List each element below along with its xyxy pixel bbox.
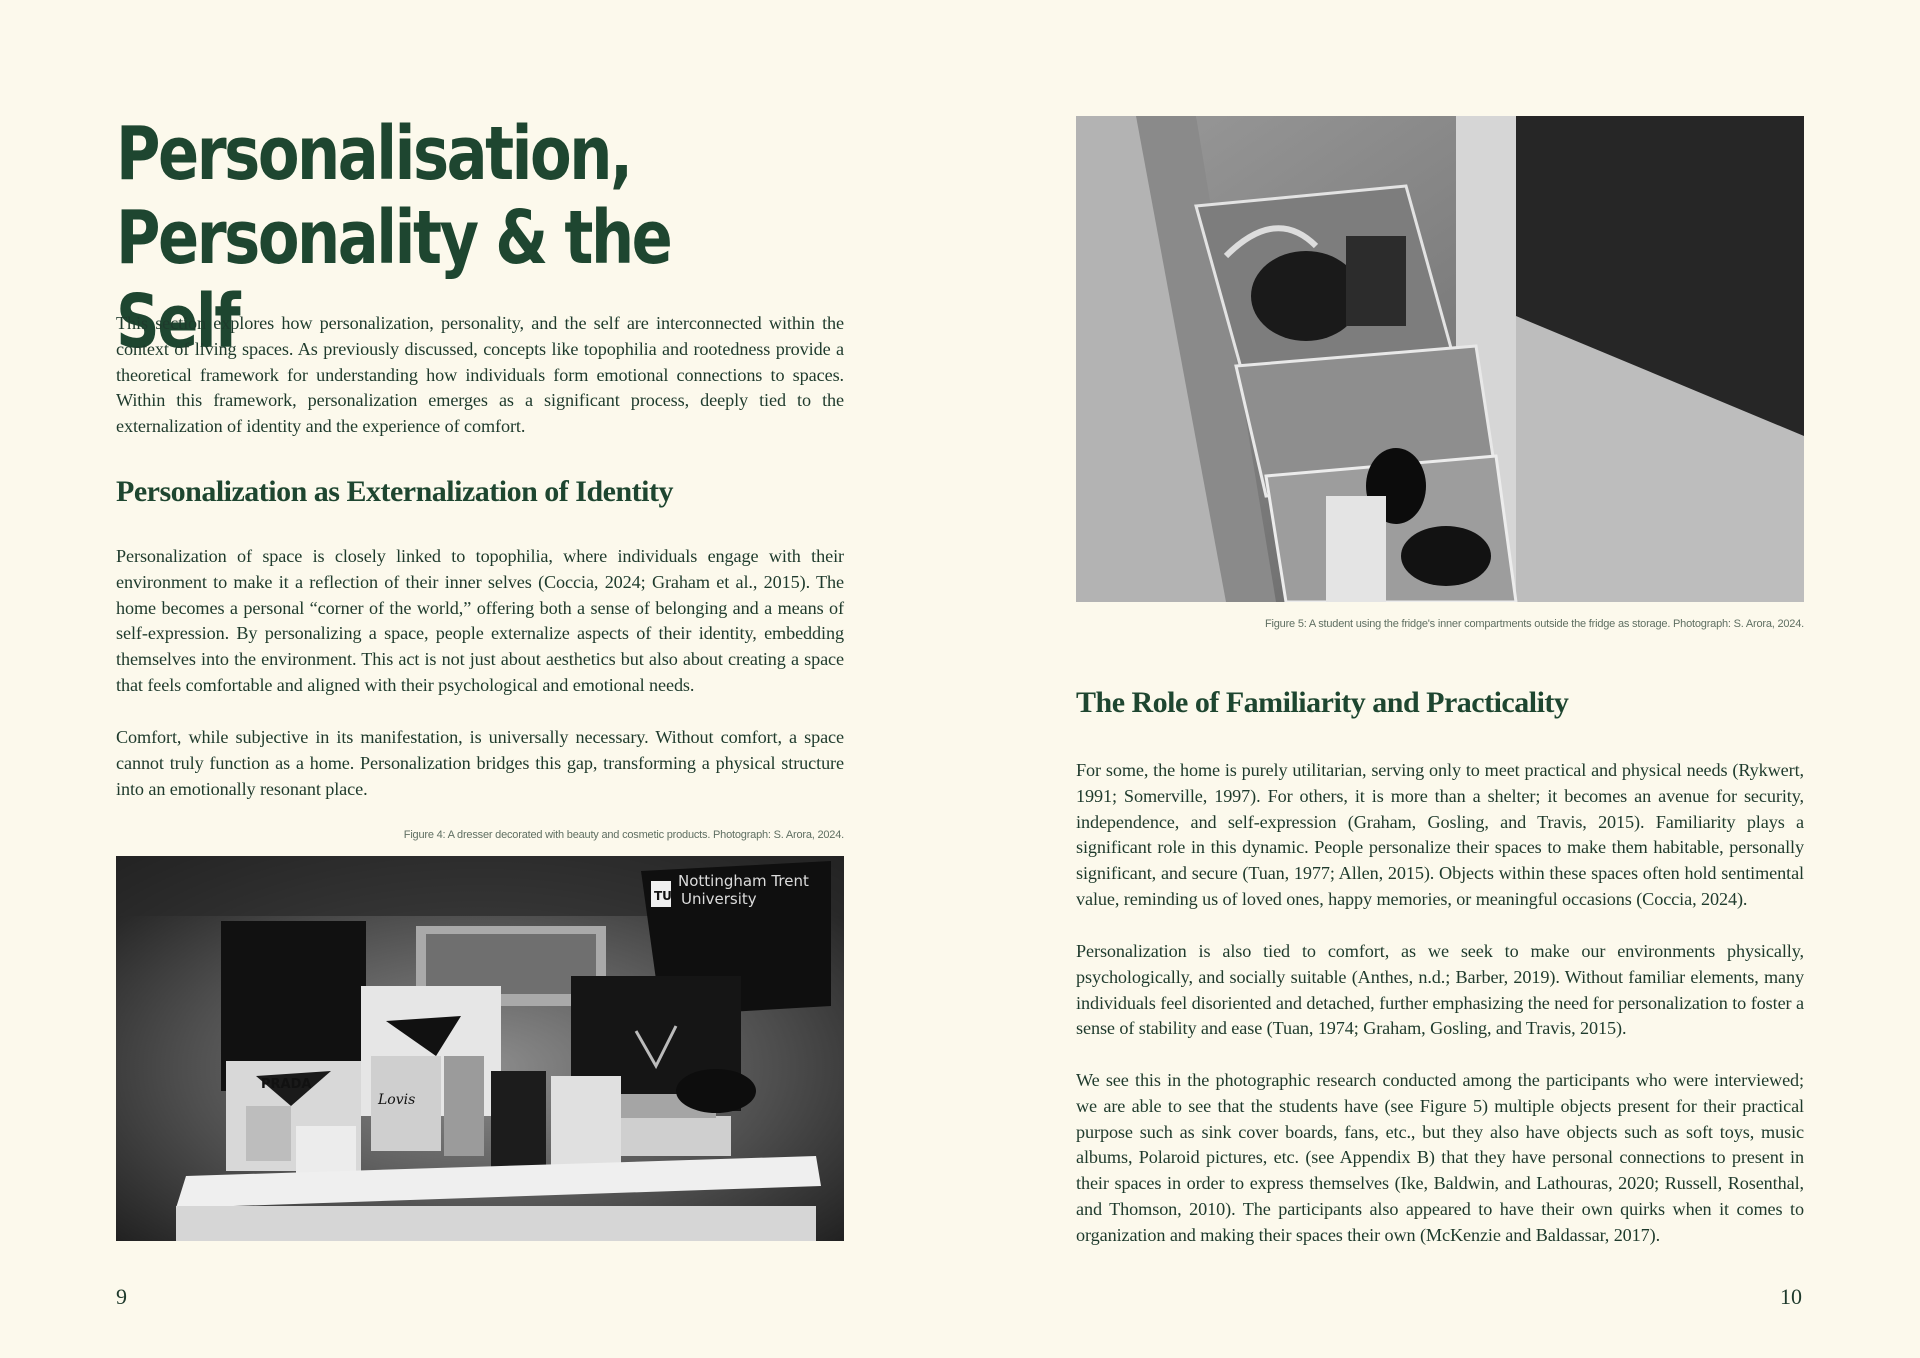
- photo-brand-prada: PRADA: [261, 1077, 312, 1092]
- figure-5-photo: [1076, 116, 1804, 602]
- title-line-2: Personality & the Self: [116, 195, 671, 365]
- intro-paragraph: This section explores how personalization, personality, and the self are interconnected within the context of living spaces. As previously discussed, concepts like topophilia and rootedness provide a theoretical framework for understanding how individuals form emotional connections to spaces. Within this framework, personalization emerges as a significant process, deeply tied to the externalization of identity and the experience of comfort.: [116, 313, 844, 437]
- ntu-logo-text: TU: [654, 889, 672, 903]
- title-line-1: Personalisation,: [116, 111, 631, 197]
- ntu-bag-line-2: University: [681, 890, 757, 908]
- right-page: [960, 0, 1920, 1358]
- identity-paragraph-2: Comfort, while subjective in its manifestation, is universally necessary. Without comfort, a space cannot truly function as a home. Personalization bridges this gap, transforming a physical structure into an emotionally resonant place.: [116, 727, 844, 799]
- familiarity-paragraph-3: We see this in the photographic research conducted among the participants who were interviewed; we are able to see that the students have (see Figure 5) multiple objects present for their practical purpose such as sink cover boards, fans, etc., but they also have objects such as soft toys, music albums, Polaroid pictures, etc. (see Appendix B) that they have personal connections to present in their spaces in order to express themselves (Ike, Baldwin, and Lathouras, 2020; Russell, Rosenthal, and Thomson, 2010). The participants also appeared to have their own quirks when it comes to organization and making their spaces their own (McKenzie and Baldassar, 2017).: [1076, 1070, 1804, 1245]
- figure-5-caption: Figure 5: A student using the fridge's inner compartments outside the fridge as storage. Photograph: S. Arora, 2024.: [1264, 618, 1804, 630]
- page-number-left: 9: [116, 1284, 127, 1309]
- figure-4-caption: Figure 4: A dresser decorated with beauty and cosmetic products. Photograph: S. Arora, 2024.: [403, 829, 844, 841]
- familiarity-paragraph-1: For some, the home is purely utilitarian, serving only to meet practical and physical needs (Rykwert, 1991; Somerville, 1997). For others, it is more than a shelter; it becomes an avenue for security, independence, and self-expression (Graham, Gosling, and Travis, 2015). Familiarity plays a significant role in this dynamic. People personalize their spaces to make them habitable, personally significant, and secure (Tuan, 1977; Allen, 2015). Objects within these spaces often hold sentimental value, reminding us of loved ones, happy memories, or meaningful occasions (Coccia, 2024).: [1076, 760, 1804, 909]
- familiarity-paragraph-2: Personalization is also tied to comfort, as we seek to make our environments physically, psychologically, and socially suitable (Anthes, n.d.; Barber, 2019). Without familiar elements, many individuals feel disoriented and detached, further emphasizing the need for personalization to foster a sense of stability and ease (Tuan, 1974; Graham, Gosling, and Travis, 2015).: [1076, 941, 1804, 1039]
- section-heading-familiarity: The Role of Familiarity and Practicality: [1076, 686, 1569, 719]
- dresser-photo-illustration: [116, 856, 844, 1241]
- page-number-right: 10: [1780, 1284, 1802, 1309]
- fridge-compartments-photo-illustration: [1076, 116, 1804, 602]
- photo-brand-lovis: Lovis: [378, 1092, 416, 1108]
- section-heading-identity: Personalization as Externalization of Identity: [116, 475, 673, 508]
- identity-paragraph-1: Personalization of space is closely linked to topophilia, where individuals engage with their environment to make it a reflection of their inner selves (Coccia, 2024; Graham et al., 2015). The home becomes a personal “corner of the world,” offering both a sense of belonging and a means of self-expression. By personalizing a space, people externalize aspects of their identity, embedding themselves into the environment. This act is not just about aesthetics but also about creating a space that feels comfortable and aligned with their psychological and emotional needs.: [116, 546, 844, 695]
- figure-4-photo: [116, 856, 844, 1241]
- ntu-bag-line-1: Nottingham Trent: [678, 872, 809, 890]
